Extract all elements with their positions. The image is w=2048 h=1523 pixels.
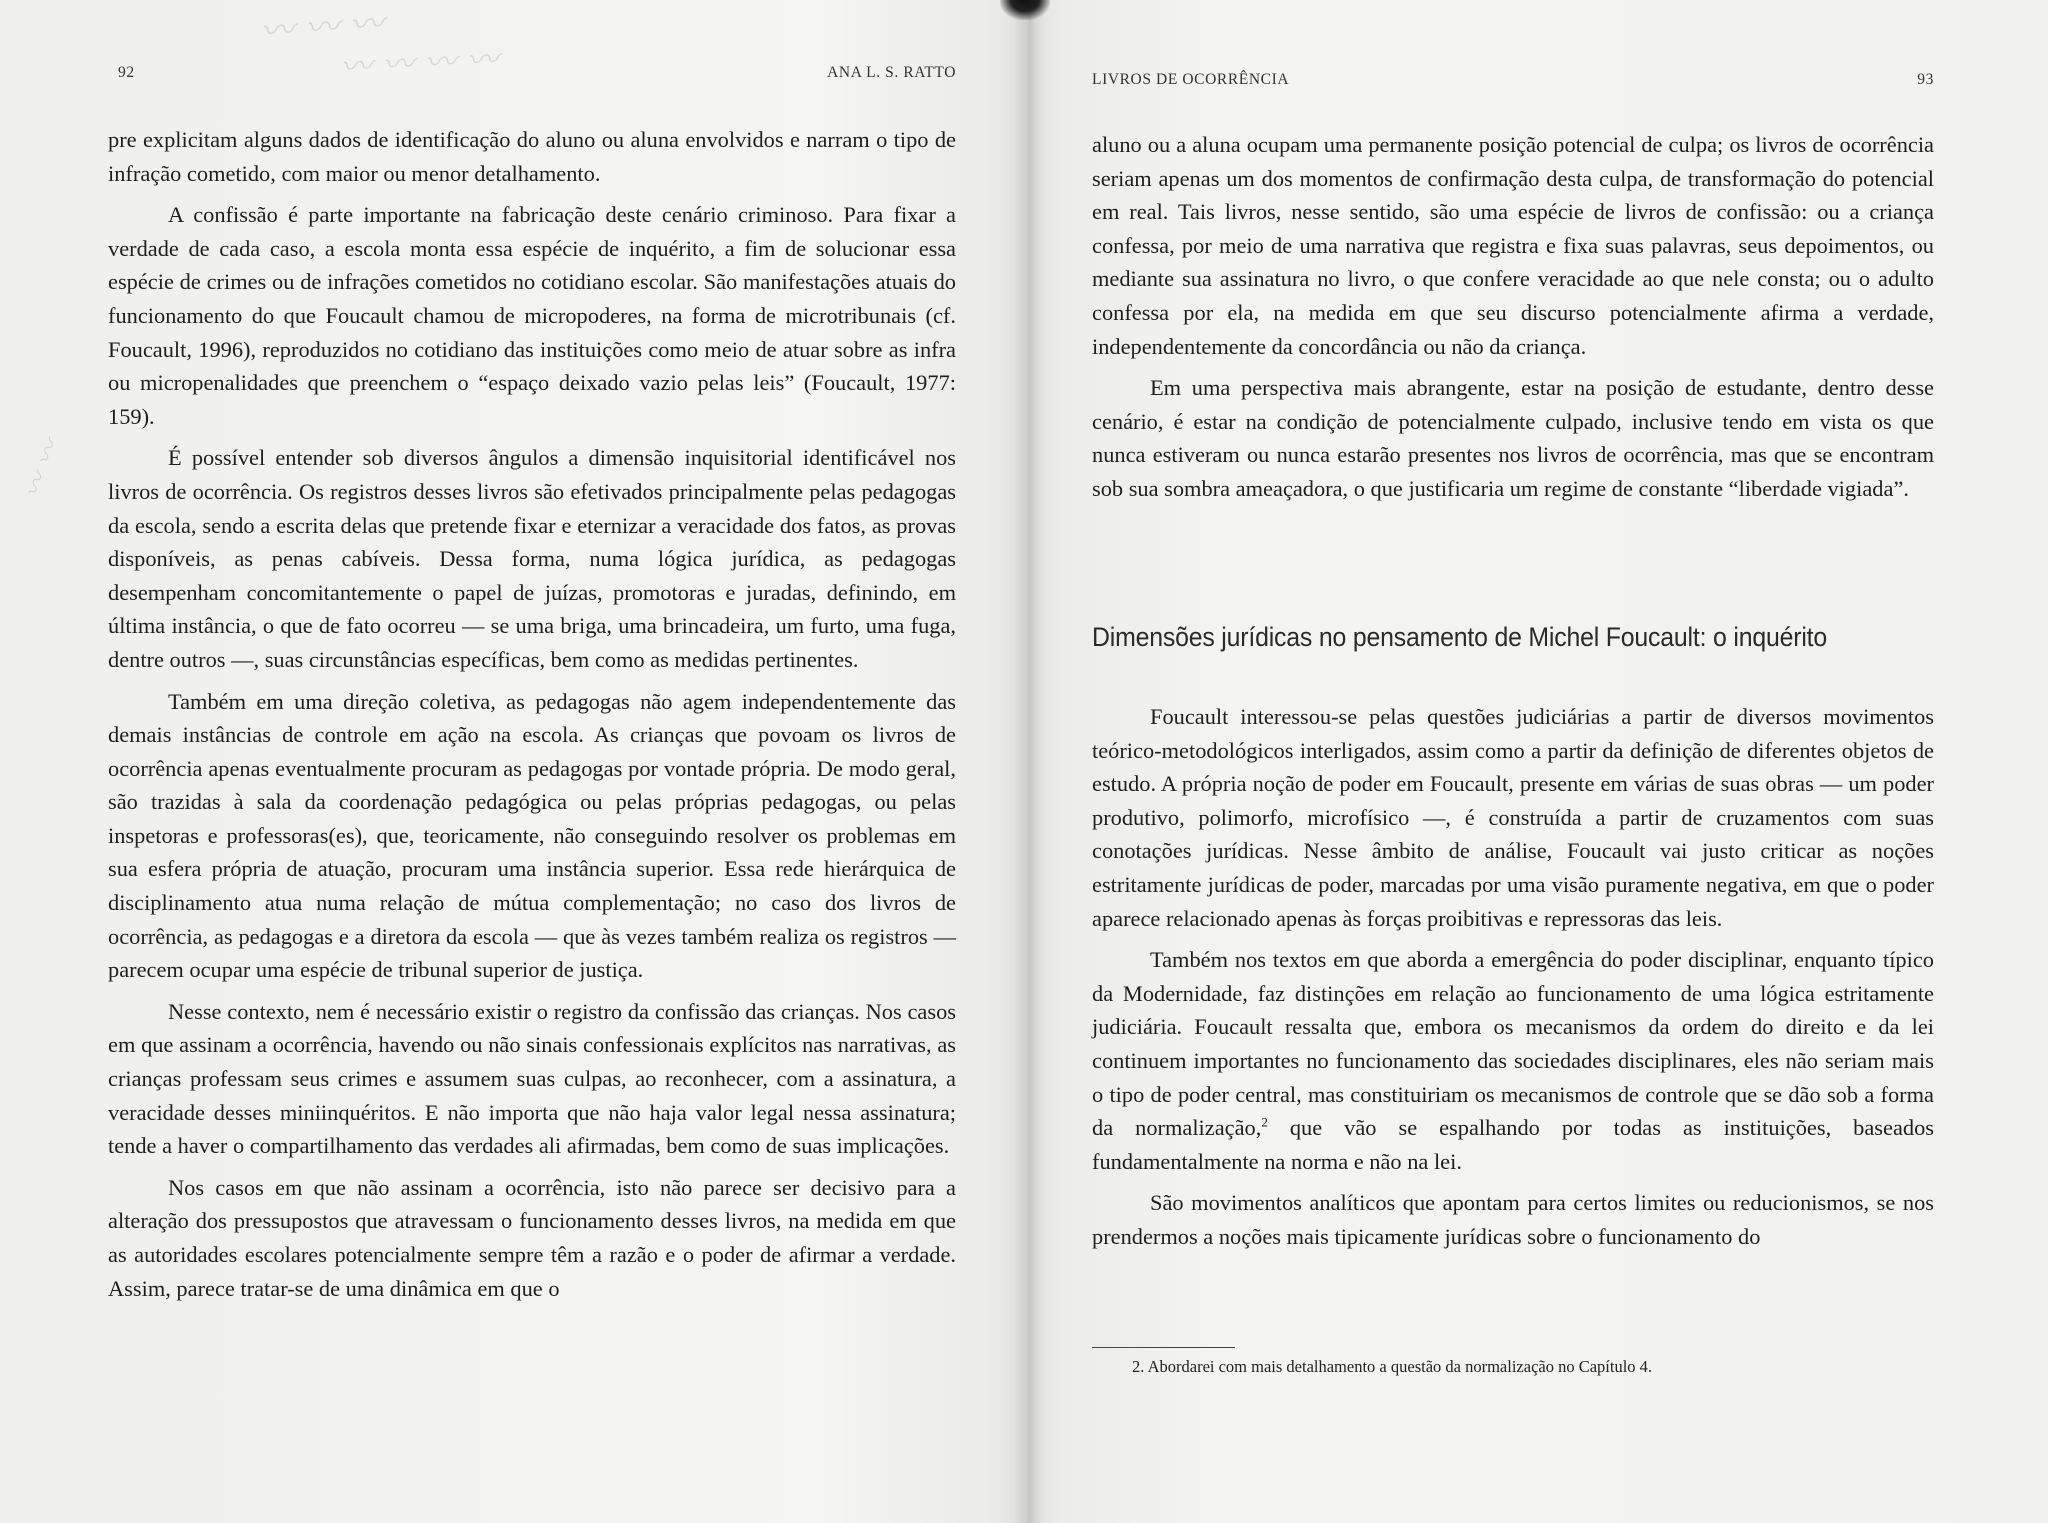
paragraph: Também em uma direção coletiva, as pedagogas não agem independentemente das demais instâncias de controle em ação na escola. As crianças que povoam os livros de ocorrência apenas eventualmente procuram as pedagogas por vontade própria. De modo geral, são trazidas à sala da coordenação pedagógica ou pelas próprias pedagogas, ou pelas inspetoras e professoras(es), que, teoricamente, não conseguindo resolver os problemas em sua esfera própria de atuação, procuram uma instância superior. Essa rede hierárquica de disciplinamento atua numa relação de mútua complementação; no caso dos livros de ocorrência, as pedagogas e a diretora da escola — que às vezes também realiza os registros — parecem ocupar uma espécie de tribunal superior de justiça. xyxy=(108,688,956,983)
paragraph: São movimentos analíticos que apontam para certos limites ou reducionismos, se nos prendermos a noções mais tipicamente jurídicas sobre o funcionamento do xyxy=(1092,1190,1934,1249)
footnote-marker[interactable]: 2 xyxy=(1261,1114,1268,1130)
gutter-shadow xyxy=(1000,0,1060,1523)
paragraph: Nesse contexto, nem é necessário existir o registro da confissão das crianças. Nos casos em que assinam a ocorrência, havendo ou não sinais confessionais explícitos nas narrativas, as crianças professam seus crimes e assumem suas culpas, ao reconhecer, com a assinatura, a veracidade desses miniinquéritos. E não importa que não haja valor legal nessa assinatura; tende a haver o compartilhamento das verdades ali afirmadas, bem como de suas implicações. xyxy=(108,998,956,1159)
body-text xyxy=(108,123,956,1313)
page-number: 92 xyxy=(118,64,135,81)
body-text xyxy=(1092,700,1934,1262)
gutter-binding xyxy=(1000,0,1050,20)
paragraph: A confissão é parte importante na fabricação deste cenário criminoso. Para fixar a verdade de cada caso, a escola monta essa espécie de inquérito, a fim de solucionar essa espécie de crimes ou de infrações cometidos no cotidiano escolar. São manifestações atuais do funcionamento do que Foucault chamou de micropoderes, na forma de microtribunais (cf. Foucault, 1996), reproduzidos no cotidiano das instituições como meio de atuar sobre as infra ou micropenalidades que preenchem o “espaço deixado vazio pelas leis” (Foucault, 1977: 159). xyxy=(108,202,956,429)
footnote-rule xyxy=(1092,1347,1235,1348)
pencil-scribble: 〰 〰 〰 xyxy=(258,3,386,53)
section-heading: Dimensões jurídicas no pensamento de Michel Foucault: o inquérito xyxy=(1092,622,1828,652)
body-text xyxy=(1092,128,1934,514)
pencil-scribble-margin: 〰 〰 xyxy=(18,435,67,503)
paragraph: É possível entender sob diversos ângulos a dimensão inquisitorial identificável nos livros de ocorrência. Os registros desses livros são efetivados principalmente pelas pedagogas da escola, sendo a escrita delas que pretende fixar e eternizar a veracidade dos fatos, as provas disponíveis, as penas cabíveis. Dessa forma, numa lógica jurídica, as pedagogas desempenham concomitantemente o papel de juízas, promotoras e juradas, definindo, em última instância, o que de fato ocorreu — se uma briga, uma brincadeira, um furto, uma fuga, dentre outros —, suas circunstâncias específicas, bem como as medidas pertinentes. xyxy=(108,445,956,672)
paragraph: pre explicitam alguns dados de identificação do aluno ou aluna envolvidos e narram o tipo de infração cometido, com maior ou menor detalhamento. xyxy=(108,127,956,186)
left-page xyxy=(108,0,956,1523)
right-page xyxy=(1092,0,1934,1523)
running-head xyxy=(1092,64,1934,88)
running-head xyxy=(108,64,956,88)
running-title: LIVROS DE OCORRÊNCIA xyxy=(1092,71,1290,88)
paragraph: Em uma perspectiva mais abrangente, estar na posição de estudante, dentro desse cenário, é estar na condição de potencialmente culpado, inclusive tendo em vista os que nunca estiveram ou nunca estarão presentes nos livros de ocorrência, mas que se encontram sob sua sombra ameaçadora, o que justificaria um regime de constante “liberdade vigiada”. xyxy=(1092,375,1934,501)
paragraph: Nos casos em que não assinam a ocorrência, isto não parece ser decisivo para a alteração dos pressupostos que atravessam o funcionamento desses livros, na medida em que as autoridades escolares potencialmente sempre têm a razão e o poder de afirmar a verdade. Assim, parece tratar-se de uma dinâmica em que o xyxy=(108,1174,956,1301)
page-number: 93 xyxy=(1917,71,1934,88)
footnote: 2. Abordarei com mais detalhamento a questão da normalização no Capítulo 4. xyxy=(1132,1357,1653,1376)
pencil-scribble: 〰 〰 〰 〰 xyxy=(339,39,500,87)
paragraph xyxy=(1092,943,1934,1178)
paragraph: Foucault interessou-se pelas questões judiciárias a partir de diversos movimentos teórico-metodológicos interligados, assim como a partir da definição de diferentes objetos de estudo. A própria noção de poder em Foucault, presente em várias de suas obras — um poder produtivo, polimorfo, microfísico —, é construída a partir de cruzamentos com suas conotações jurídicas. Nesse âmbito de análise, Foucault vai justo criticar as noções estritamente jurídicas de poder, marcadas por uma visão puramente negativa, em que o poder aparece relacionado apenas às forças proibitivas e repressoras das leis. xyxy=(1092,704,1934,931)
paragraph-text: Também nos textos em que aborda a emergência do poder disciplinar, enquanto típico da Modernidade, faz distinções em relação ao funcionamento de uma lógica estritamente judiciária. Foucault ressalta que, embora os mecanismos da ordem do direito e da lei continuem importantes no funcionamento das sociedades disciplinares, eles não seriam mais o tipo de poder central, mas constituiriam os mecanismos de controle que se dão sob a forma da normalização, xyxy=(1092,947,1934,1141)
paragraph: aluno ou a aluna ocupam uma permanente posição potencial de culpa; os livros de ocorrência seriam apenas um dos momentos de confirmação desta culpa, de transformação do potencial em real. Tais livros, nesse sentido, são uma espécie de livros de confissão: ou a criança confessa, por meio de uma narrativa que registra e fixa suas palavras, seus depoimentos, ou mediante sua assinatura no livro, o que confere veracidade ao que nele consta; ou o adulto confessa por ela, na medida em que seu discurso potencialmente afirma a verdade, independentemente da concordância ou não da criança. xyxy=(1092,132,1934,359)
paragraph-text: que vão se espalhando por todas as instituições, baseados fundamentalmente na norma e não na lei. xyxy=(1092,1115,1934,1174)
running-title: ANA L. S. RATTO xyxy=(827,64,956,81)
